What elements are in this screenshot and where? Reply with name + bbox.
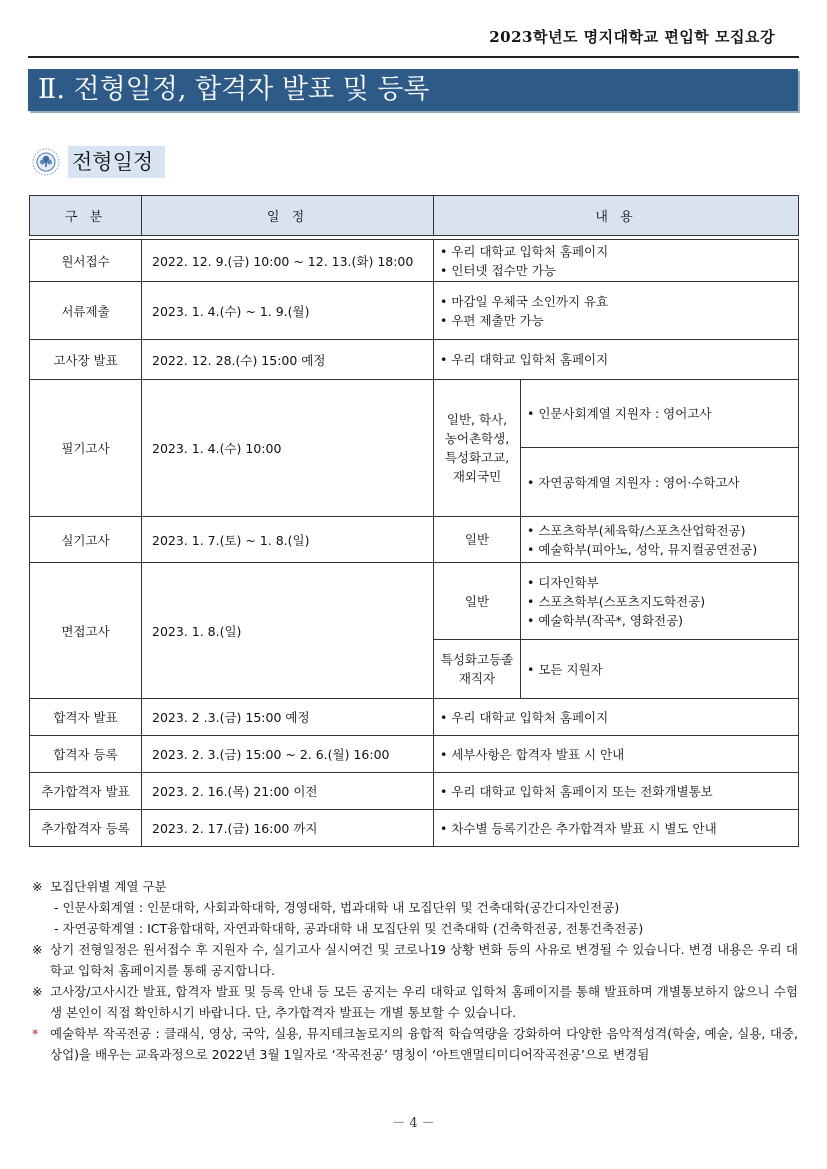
row-content: • 마감일 우체국 소인까지 유효 • 우편 제출만 가능 <box>434 282 799 340</box>
row-content: • 디자인학부 • 스포츠학부(스포츠지도학전공) • 예술학부(작곡*, 영화전공) <box>521 563 799 640</box>
section-heading <box>32 146 165 178</box>
header-schedule: 일 정 <box>142 196 434 236</box>
row-name: 합격자 등록 <box>30 736 142 773</box>
note-item: ※ 상기 전형일정은 원서접수 후 지원자 수, 실기고사 실시여건 및 코로나19 상황 변화 등의 사유로 변경될 수 있습니다. 변경 내용은 우리 대학교 입학처 홈페이지를 통해 공지합니다. <box>32 942 798 978</box>
row-name: 실기고사 <box>30 517 142 563</box>
row-content: • 우리 대학교 입학처 홈페이지 또는 전화개별통보 <box>434 773 799 810</box>
row-name: 고사장 발표 <box>30 340 142 380</box>
row-date: 2023. 2 .3.(금) 15:00 예정 <box>142 699 434 736</box>
note-item: ※ 고사장/고사시간 발표, 합격자 발표 및 등록 안내 등 모든 공지는 우리 대학교 입학처 홈페이지를 통해 발표하며 개별통보하지 않으니 수험생 본인이 직접 확인하시기 바랍니다. 단, 추가합격자 발표는 개별 통보할 수 있습니다. <box>32 984 798 1020</box>
row-name: 추가합격자 발표 <box>30 773 142 810</box>
row-content: • 세부사항은 합격자 발표 시 안내 <box>434 736 799 773</box>
row-content: • 인문사회계열 지원자 : 영어고사 <box>521 380 799 448</box>
table-row <box>30 699 799 736</box>
document-header-title: 2023학년도 명지대학교 편입학 모집요강 <box>489 28 775 46</box>
row-content: • 차수별 등록기간은 추가합격자 발표 시 별도 안내 <box>434 810 799 847</box>
row-name: 추가합격자 등록 <box>30 810 142 847</box>
row-content: • 우리 대학교 입학처 홈페이지 • 인터넷 접수만 가능 <box>434 240 799 282</box>
row-name: 합격자 발표 <box>30 699 142 736</box>
section-title: 전형일정 <box>68 146 165 178</box>
note-subitem: - 자연공학계열 : ICT융합대학, 자연과학대학, 공과대학 내 모집단위 및 건축대학 (건축학전공, 전통건축전공) <box>54 921 644 936</box>
row-name: 면접고사 <box>30 563 142 699</box>
row-name: 서류제출 <box>30 282 142 340</box>
note-item: * 예술학부 작곡전공 : 클래식, 영상, 국악, 실용, 뮤지테크놀로지의 융합적 학습역량을 강화하여 다양한 음악적성격(학술, 예술, 실용, 대중, 상업)을 배우는 교육과정으로 2022년 3월 1일자로 ‘작곡전공’ 명칭이 ‘아트앤멀티미디어작곡전공’으로 변경됨 <box>32 1026 798 1062</box>
row-date: 2023. 1. 4.(수) 10:00 <box>142 380 434 517</box>
row-condition: 특성화고등졸 재직자 <box>434 640 521 699</box>
table-row <box>30 340 799 380</box>
note-subitem: - 인문사회계열 : 인문대학, 사회과학대학, 경영대학, 법과대학 내 모집단위 및 건축대학(공간디자인전공) <box>54 900 620 915</box>
row-date: 2022. 12. 9.(금) 10:00 ~ 12. 13.(화) 18:00 <box>142 240 434 282</box>
row-content: • 자연공학계열 지원자 : 영어·수학고사 <box>521 448 799 517</box>
row-date: 2023. 2. 16.(목) 21:00 이전 <box>142 773 434 810</box>
header-divider <box>28 56 799 58</box>
row-date: 2023. 2. 17.(금) 16:00 까지 <box>142 810 434 847</box>
row-date: 2023. 2. 3.(금) 15:00 ~ 2. 6.(월) 16:00 <box>142 736 434 773</box>
table-row <box>30 736 799 773</box>
row-name: 원서접수 <box>30 240 142 282</box>
row-content: • 모든 지원자 <box>521 640 799 699</box>
page-number: － 4 － <box>392 1116 435 1131</box>
table-row <box>30 773 799 810</box>
table-row <box>30 563 799 640</box>
row-condition: 일반, 학사, 농어촌학생, 특성화고교, 재외국민 <box>434 380 521 517</box>
table-row <box>30 380 799 448</box>
table-row <box>30 240 799 282</box>
row-content: • 우리 대학교 입학처 홈페이지 <box>434 340 799 380</box>
row-content: • 스포츠학부(체육학/스포츠산업학전공) • 예술학부(피아노, 성악, 뮤지컬공연전공) <box>521 517 799 563</box>
university-emblem-icon <box>32 148 60 176</box>
row-content: • 우리 대학교 입학처 홈페이지 <box>434 699 799 736</box>
header-content: 내 용 <box>434 196 799 236</box>
table-row <box>30 517 799 563</box>
note-item: ※ 모집단위별 계열 구분 <box>32 879 167 894</box>
header-category: 구 분 <box>30 196 142 236</box>
chapter-title: Ⅱ. 전형일정, 합격자 발표 및 등록 <box>28 69 798 111</box>
table-header-row <box>30 196 799 236</box>
table-row <box>30 810 799 847</box>
row-condition: 일반 <box>434 563 521 640</box>
table-row <box>30 282 799 340</box>
row-date: 2023. 1. 8.(일) <box>142 563 434 699</box>
row-date: 2022. 12. 28.(수) 15:00 예정 <box>142 340 434 380</box>
row-date: 2023. 1. 7.(토) ~ 1. 8.(일) <box>142 517 434 563</box>
row-condition: 일반 <box>434 517 521 563</box>
row-date: 2023. 1. 4.(수) ~ 1. 9.(월) <box>142 282 434 340</box>
notes-section <box>32 876 798 1065</box>
schedule-table <box>29 195 799 847</box>
row-name: 필기고사 <box>30 380 142 517</box>
